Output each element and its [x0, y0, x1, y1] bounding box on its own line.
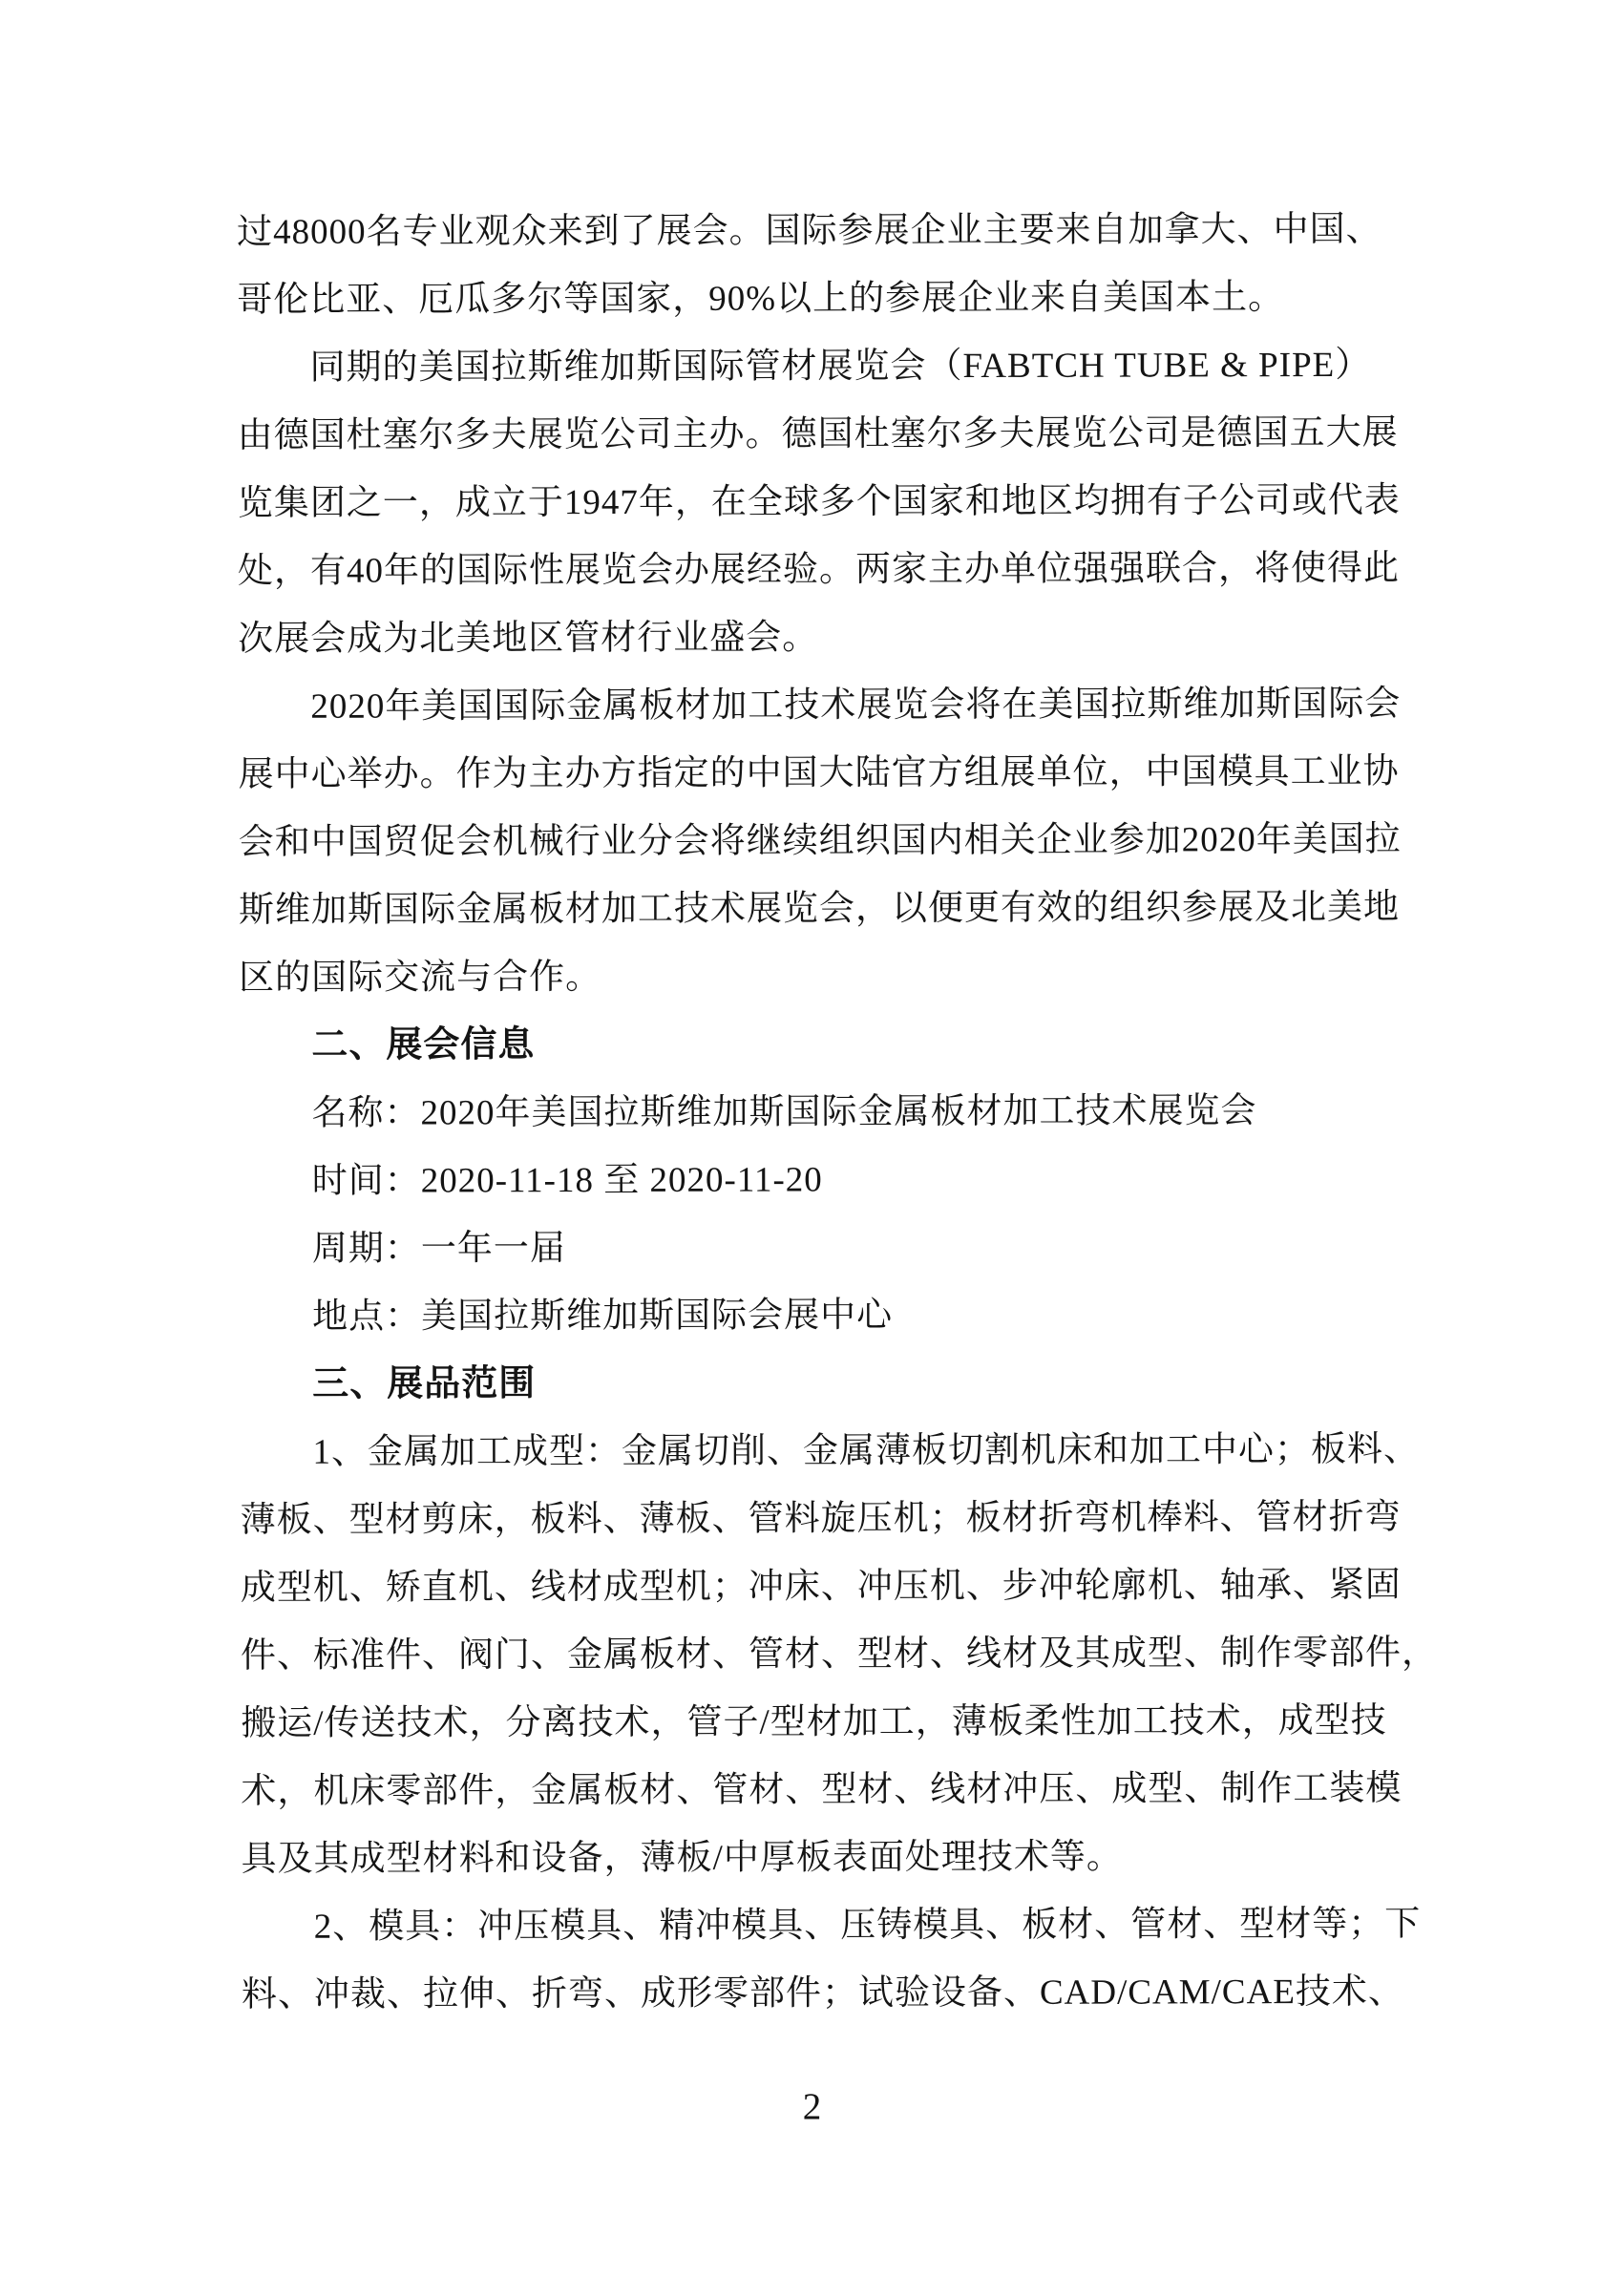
- text-line: 斯维加斯国际金属板材加工技术展览会，以便更有效的组织参展及北美地: [238, 887, 1401, 930]
- text-line: 件、标准件、阀门、金属板材、管材、型材、线材及其成型、制作零部件，: [240, 1633, 1439, 1676]
- text-line: 处，有40年的国际性展览会办展经验。两家主办单位强强联合，将使得此: [237, 548, 1401, 591]
- text-line: 周期：一年一届: [311, 1229, 566, 1269]
- text-line: 由德国杜塞尔多夫展览公司主办。德国杜塞尔多夫展览公司是德国五大展: [237, 412, 1399, 455]
- document-body: [237, 196, 1439, 2029]
- page-number: 2: [802, 2086, 822, 2127]
- text-line: 具及其成型材料和设备，薄板/中厚板表面处理技术等。: [241, 1837, 1123, 1879]
- section-heading: 二、展会信息: [311, 1024, 536, 1065]
- text-line: 哥伦比亚、厄瓜多尔等国家，90%以上的参展企业来自美国本土。: [237, 278, 1285, 320]
- text-line: 料、冲裁、拉伸、折弯、成形零部件；试验设备、CAD/CAM/CAE技术、: [241, 1972, 1404, 2014]
- text-line: 区的国际交流与合作。: [239, 958, 602, 998]
- text-line: 地点：美国拉斯维加斯国际会展中心: [312, 1296, 894, 1337]
- text-line: 会和中国贸促会机械行业分会将继续组织国内相关企业参加2020年美国拉: [238, 819, 1402, 862]
- text-line: 名称：2020年美国拉斯维加斯国际金属板材加工技术展览会: [311, 1091, 1257, 1133]
- section-heading: 三、展品范围: [312, 1363, 537, 1404]
- text-line: 术，机床零部件，金属板材、管材、型材、线材冲压、成型、制作工装模: [241, 1768, 1403, 1811]
- text-line: 次展会成为北美地区管材行业盛会。: [238, 618, 819, 659]
- text-line: 成型机、矫直机、线材成型机；冲床、冲压机、步冲轮廓机、轴承、紧固: [240, 1565, 1402, 1608]
- text-line: 展中心举办。作为主办方指定的中国大陆官方组展单位，中国模具工业协: [238, 751, 1400, 794]
- text-line: 2020年美国国际金属板材加工技术展览会将在美国拉斯维加斯国际会: [310, 684, 1402, 727]
- text-line: 1、金属加工成型：金属切削、金属薄板切割机床和加工中心；板料、: [312, 1429, 1420, 1472]
- text-line: 薄板、型材剪床，板料、薄板、管料旋压机；板材折弯机棒料、管材折弯: [240, 1497, 1402, 1540]
- text-line: 览集团之一，成立于1947年，在全球多个国家和地区均拥有子公司或代表: [237, 480, 1401, 523]
- text-line: 时间：2020-11-18 至 2020-11-20: [311, 1160, 823, 1201]
- text-line: 2、模具：冲压模具、精冲模具、压铸模具、板材、管材、型材等；下: [313, 1904, 1422, 1947]
- text-line: 搬运/传送技术，分离技术，管子/型材加工，薄板柔性加工技术，成型技: [241, 1700, 1387, 1743]
- text-line: 同期的美国拉斯维加斯国际管材展览会（FABTCH TUBE & PIPE）: [309, 345, 1372, 388]
- text-line: 过48000名专业观众来到了展会。国际参展企业主要来自加拿大、中国、: [237, 209, 1382, 252]
